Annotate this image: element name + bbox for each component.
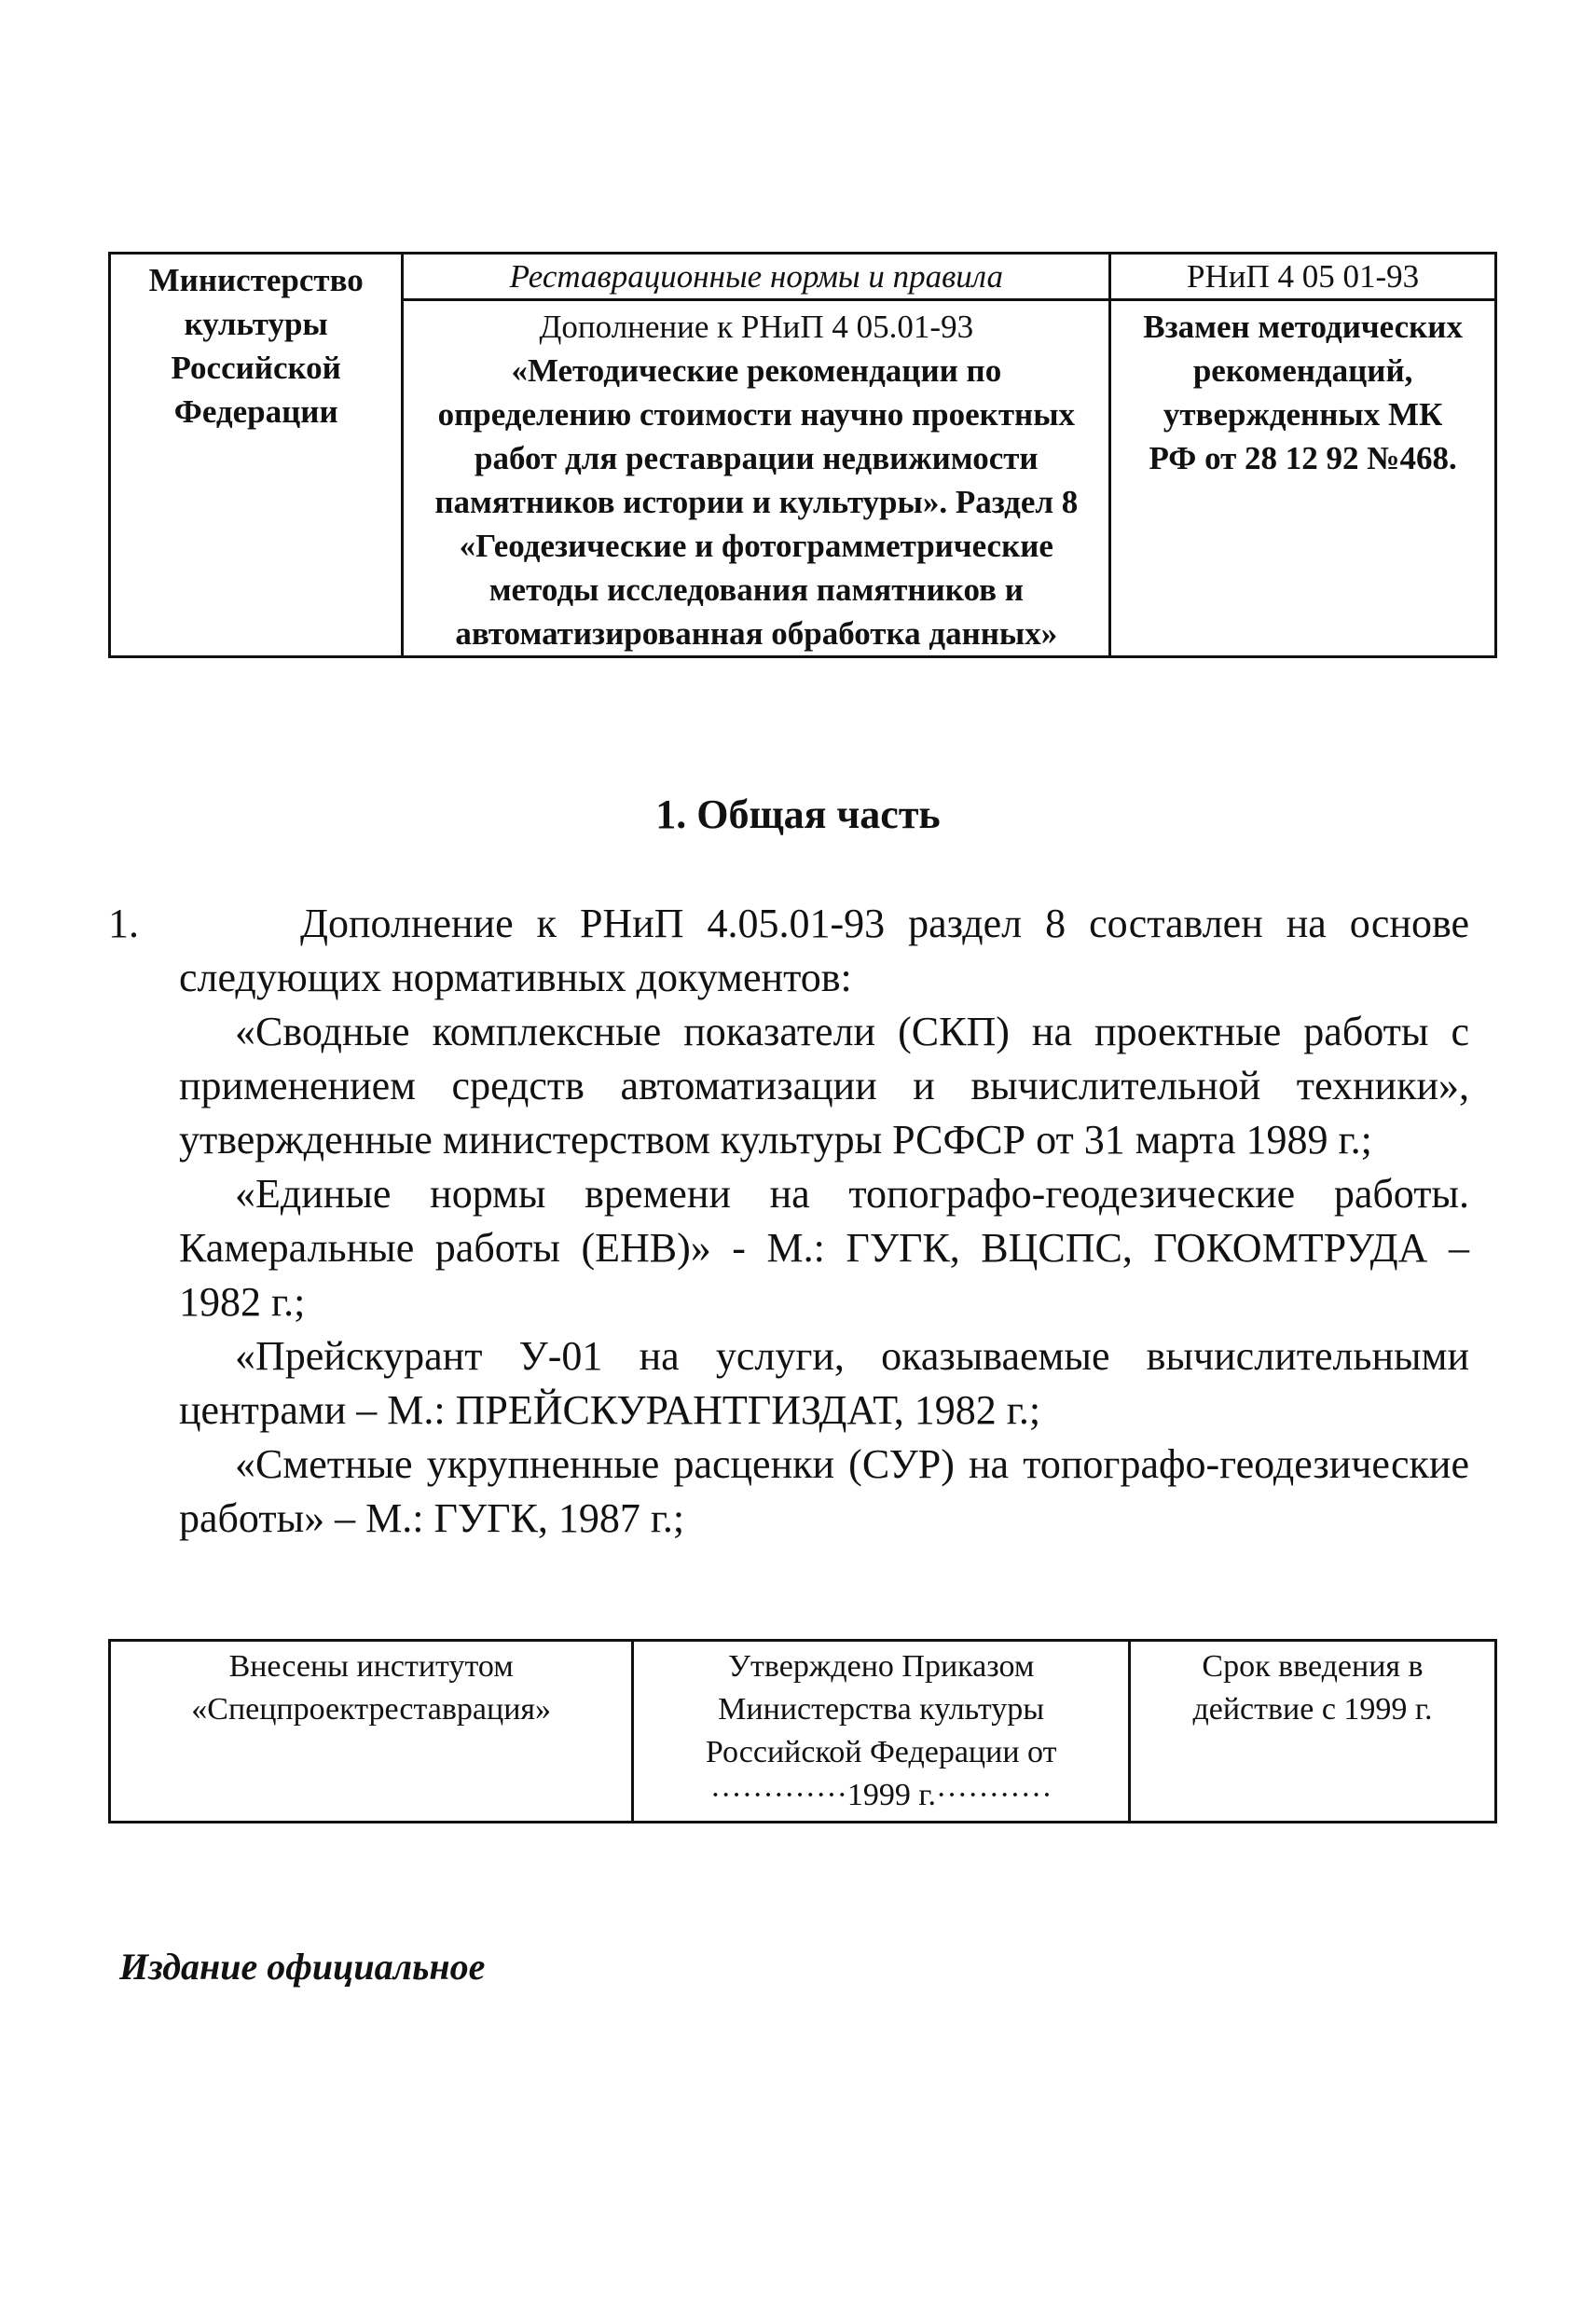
section-title: 1. Общая часть (655, 791, 941, 837)
edition-label: Издание официальное (119, 1946, 486, 1988)
footer-table (108, 1639, 1497, 1823)
norms-title-cell (403, 254, 1110, 300)
replaces-text: Взамен методических рекомендаций, утвержденных МК РФ от 28 12 92 №468. (1143, 309, 1463, 476)
supplement-title: Дополнение к РНиП 4 05.01-93 (539, 309, 974, 345)
introduced-by: Внесены институтом «Спецпроектреставрация» (191, 1649, 552, 1727)
supplement-description: «Методические рекомендации по определению стоимости научно проектных работ для реставрации недвижимости памятников истории и культуры». Раздел 8 «Геодезические и фотограмметрические методы исследования памятников и автоматизированная обработка данных» (434, 352, 1079, 652)
ministry-cell (110, 254, 403, 657)
item-number: 1. (108, 901, 139, 946)
document-item-2: «Единые нормы времени на топографо-геодезические работы. Камеральные работы (ЕНВ)» - М.: ГУГК, ВЦСПС, ГОКОМТРУДА – 1982 г.; (179, 1171, 1469, 1325)
supplement-cell (403, 300, 1110, 657)
effective-date: Срок введения в действие с 1999 г. (1192, 1649, 1433, 1727)
norms-title: Реставрационные нормы и правила (509, 258, 1003, 295)
effective-date-cell (1130, 1641, 1496, 1823)
document-code: РНиП 4 05 01-93 (1187, 258, 1420, 295)
introduced-by-cell (110, 1641, 633, 1823)
document-item-3: «Прейскурант У-01 на услуги, оказываемые вычислительными центрами – М.: ПРЕЙСКУРАНТГИЗДАТ, 1982 г.; (179, 1333, 1469, 1433)
header-table (108, 252, 1497, 658)
approved-by: Утверждено Приказом Министерства культуры Российской Федерации от ·············1999 г.··········· (705, 1649, 1057, 1812)
document-item-1: «Сводные комплексные показатели (СКП) на проектные работы с применением средств автоматизации и вычислительной техники», утвержденные министерством культуры РСФСР от 31 марта 1989 г.; (179, 1009, 1469, 1163)
ministry-name: Министерство культуры Российской Федерации (148, 262, 364, 430)
replaces-cell (1110, 300, 1496, 657)
document-item-4: «Сметные укрупненные расценки (СУР) на топографо-геодезические работы» – М.: ГУГК, 1987 г.; (179, 1441, 1469, 1541)
body-text (108, 897, 1469, 1546)
approved-by-cell (633, 1641, 1130, 1823)
code-cell (1110, 254, 1496, 300)
intro-paragraph: Дополнение к РНиП 4.05.01-93 раздел 8 составлен на основе следующих нормативных документов: (179, 901, 1469, 1000)
